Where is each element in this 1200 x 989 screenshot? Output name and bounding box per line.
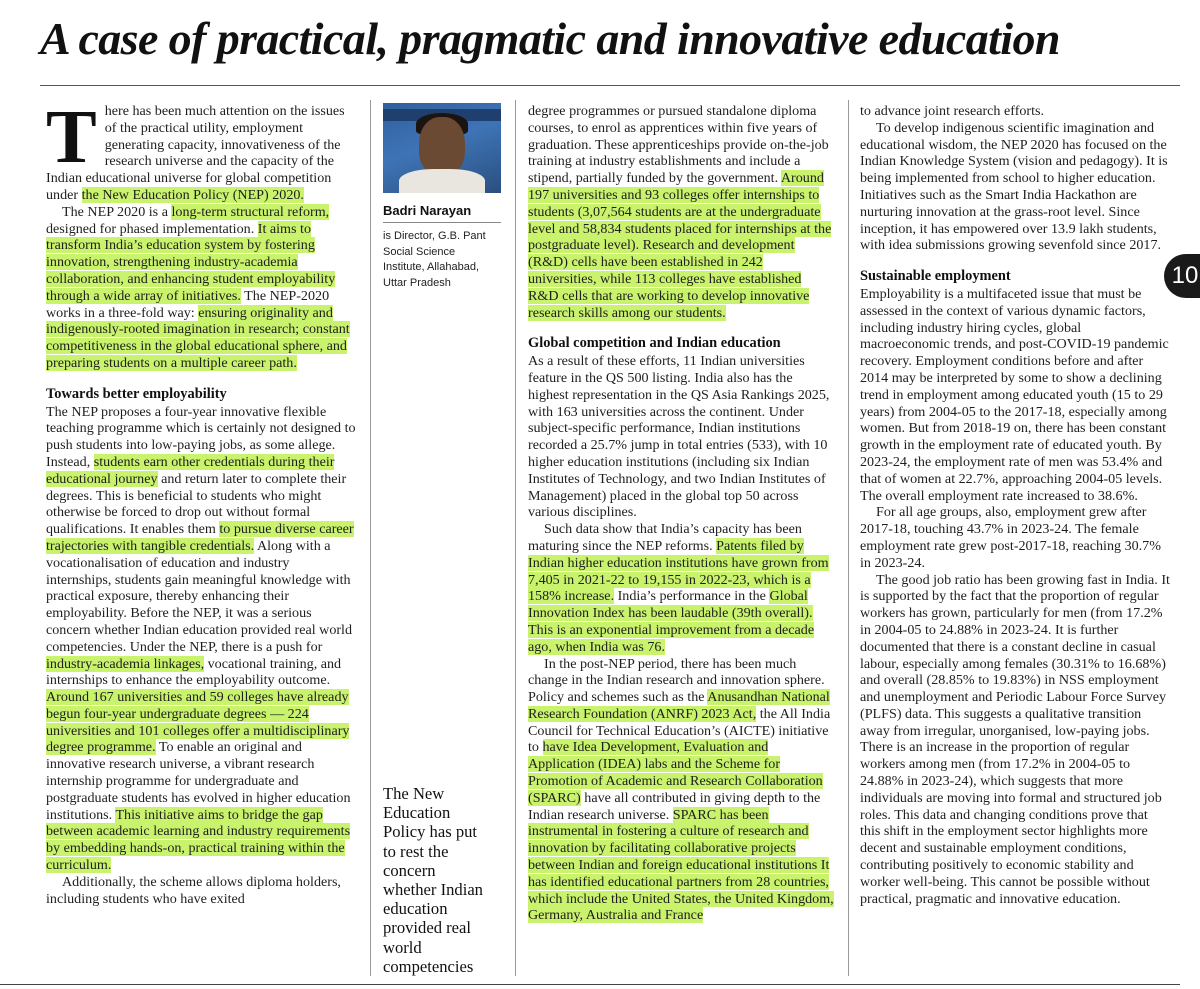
paragraph: Employability is a multifaceted issue that must be assessed in the context of various dynamic factors, including industry hiring cycles, global macroeconomic trends, and post-COVID-19 pandemic recovery. Employment conditions before and after 2014 may be interpreted by some to show a declining trend in employment among educated youth (15 to 29 years) from 2004-05 to the 2017-18, especially among women. But from 2018-19 on, there has been constant growth in the employment rate of educated youth. By 2023-24, the employment rate of men was 53.4% and that of women at 22.7%, approaching 2004-05 levels. The overall employment rate increased to 38.6%. bbox=[860, 285, 1169, 504]
column-divider bbox=[848, 100, 849, 976]
highlight: This initiative aims to bridge the gap between academic learning and industry requirements by embedding hands-on, practical training within the curriculum. bbox=[46, 806, 351, 874]
article-column-4 bbox=[860, 103, 1170, 976]
author-name: Badri Narayan bbox=[383, 203, 472, 218]
byline-rule bbox=[383, 222, 501, 223]
article-column-3 bbox=[528, 103, 834, 976]
highlight: Around 197 universities and 93 colleges offer internships to students (3,07,564 students are at the undergraduate level and 58,834 students placed for internships at the postgraduate level). Research and development (R&D) cells have been established in 242 universities, while 113 colleges have established R&D cells that are working to develop innovative research skills among our students. bbox=[528, 170, 832, 321]
highlight: Patents filed by Indian higher education institutions have grown from 7,405 in 2021-22 to 19,155 in 2022-23, which is a 158% increase. bbox=[528, 537, 829, 605]
highlight: Anusandhan National Research Foundation (ANRF) 2023 Act, bbox=[528, 689, 830, 722]
pull-quote: The New Education Policy has put to rest the concern whether Indian education provided real world competencies bbox=[383, 784, 483, 976]
paragraph: degree programmes or pursued standalone diploma courses, to enrol as apprentices within five years of graduation. These apprenticeships provide on-the-job training at industry establishments and include a stipend, partially funded by the government. Around 197 universities and 93 colleges offer internships to students (3,07,564 students are at the undergraduate level and 58,834 students placed for internships at the postgraduate level). Research and development (R&D) cells have been established in 242 universities, while 113 colleges have established R&D cells that are working to develop innovative research skills among our students. bbox=[528, 103, 832, 321]
paragraph: Additionally, the scheme allows diploma holders, including students who have exited bbox=[46, 873, 341, 907]
highlight: industry-academia linkages, bbox=[46, 655, 205, 672]
headline: A case of practical, pragmatic and innovative education bbox=[40, 13, 1060, 64]
highlight: ensuring originality and indigenously-rooted imagination in research; constant competitiveness in the global educational sphere, and preparing students on a multiple career path. bbox=[46, 304, 350, 371]
photo-face bbox=[419, 117, 465, 175]
section-heading: Towards better employability bbox=[46, 385, 227, 402]
paragraph: The good job ratio has been growing fast in India. It is supported by the fact that the proportion of regular workers has grown, particularly for men (from 17.2% in 2004-05 to 24.88% in 2023-24. It is further documented that there is a constant decline in casual labour, especially among females (30.31% to 16.68%) and overall (28.85% to 19.83%) in NSS employment and unemployment and Periodic Labour Force Survey (PLFS) data. This suggests a qualitative transition away from irregular, unorganised, low-paying jobs. There is an increase in the proportion of regular workers among men (from 17.2% in 2004-05 to 24.88% in 2023-24), which suggests that more individuals are moving into formal and structured job roles. This data and changing conditions prove that this shift in the employment sector highlights more decent and sustainable employment conditions, contributing positively to economic stability and worker well-being. This cannot be possible without practical, pragmatic and innovative education. bbox=[860, 571, 1170, 907]
paragraph: To develop indigenous scientific imagination and educational wisdom, the NEP 2020 has focused on the Indian Knowledge System (vision and pedagogy). It is being implemented from school to higher education. Initiatives such as the Smart India Hackathon are nurturing innovation at the grass-root level. Since inception, it has empowered over 13.9 lakh students, with idea submissions growing sevenfold since 2017. bbox=[860, 119, 1168, 254]
paragraph: The NEP 2020 is a long-term structural reform, designed for phased implementation. It aims to transform India’s education system by fostering innovation, strengthening industry-academia collaboration, and enhancing student employability through a wide array of initiatives. The NEP-2020 works in a three-fold way: ensuring originality and indigenously-rooted imagination in research; constant competitiveness in the global educational sphere, and preparing students on a multiple career path. bbox=[46, 203, 350, 371]
section-heading: Sustainable employment bbox=[860, 268, 1011, 285]
section-heading: Global competition and Indian education bbox=[528, 335, 781, 352]
highlight: students earn other credentials during their educational journey bbox=[46, 453, 335, 487]
highlight: Global Innovation Index has been laudable (39th overall). This is an exponential improvement from a decade ago, when India was 76. bbox=[528, 588, 815, 655]
highlight: have Idea Development, Evaluation and Application (IDEA) labs and the Scheme for Promotion of Academic and Research Collaboration (SPARC) bbox=[528, 739, 823, 806]
bottom-rule bbox=[0, 984, 1180, 985]
article-column-1 bbox=[46, 103, 358, 976]
paragraph: to advance joint research efforts. bbox=[860, 103, 1045, 119]
paragraph: The NEP proposes a four-year innovative flexible teaching programme which is certainly not designed to push students into low-paying jobs, as some allege. Instead, students earn other credentials during their educational journey and return later to complete their degrees. This is beneficial to students who might otherwise be forced to drop out without formal qualifications. It enables them to pursue diverse career trajectories with tangible credentials. Along with a vocationalisation of education and industry internships, students gain meaningful knowledge with practical exposure, thereby enhancing their employability. Before the NEP, it was a serious concern whether Indian education provided real world competencies. Under the NEP, there is a push for industry-academia linkages, vocational training, and internships to enhance the employability outcome. Around 167 universities and 59 colleges have already begun four-year undergraduate degrees — 224 universities and 101 colleges offer a multidisciplinary degree programme. To enable an original and innovative research universe, a vibrant research internship programme for undergraduate and postgraduate students has evolved in higher education institutions. This initiative aims to bridge the gap between academic learning and industry requirements by embedding hands-on, practical training within the curriculum. bbox=[46, 403, 356, 874]
paragraph: There has been much attention on the issues of the practical utility, employment generating capacity, innovativeness of the research universe and the capacity of the Indian educational universe for global competition under the New Education Policy (NEP) 2020. bbox=[46, 103, 345, 203]
highlight: SPARC has been instrumental in fostering a culture of research and innovation by facilitating collaborative projects between Indian and foreign educational institutions It has identified educational partners from 28 countries, which include the United States, the United Kingdom, Germany, Australia and France bbox=[528, 806, 834, 924]
highlight: the New Education Policy (NEP) 2020. bbox=[81, 186, 304, 203]
column-divider bbox=[515, 100, 516, 976]
highlight: long-term structural reform, bbox=[171, 203, 330, 220]
author-photo bbox=[383, 103, 501, 193]
page-number-badge: 10 bbox=[1164, 254, 1200, 298]
paragraph: In the post-NEP period, there has been much change in the Indian research and innovation sphere. Policy and schemes such as the Anusandhan National Research Foundation (ANRF) 2023 Act, the All India Council for Technical Education’s (AICTE) initiative to have Idea Development, Evaluation and Application (IDEA) labs and the Scheme for Promotion of Academic and Research Collaboration (SPARC) have all contributed in giving depth to the Indian research universe. SPARC has been instrumental in fostering a culture of research and innovation by facilitating collaborative projects between Indian and foreign educational institutions It has identified educational partners from 28 countries, which include the United States, the United Kingdom, Germany, Australia and France bbox=[528, 655, 834, 924]
column-divider bbox=[370, 100, 371, 976]
paragraph: Such data show that India’s capacity has been maturing since the NEP reforms. Patents filed by Indian higher education institutions have grown from 7,405 in 2021-22 to 19,155 in 2022-23, which is a 158% increase. India’s performance in the Global Innovation Index has been laudable (39th overall). This is an exponential improvement from a decade ago, when India was 76. bbox=[528, 521, 829, 655]
photo-shirt bbox=[399, 169, 485, 193]
author-description: is Director, G.B. Pant Social Science Institute, Allahabad, Uttar Pradesh bbox=[383, 230, 486, 289]
highlight: It aims to transform India’s education system by fostering innovation, strengthening industry-academia collaboration, and enhancing student employability through a wide array of initiatives. bbox=[46, 220, 336, 304]
paragraph: As a result of these efforts, 11 Indian universities feature in the QS 500 listing. India also has the highest representation in the QS Asia Rankings 2025, with 163 universities across the continent. Under subject-specific performance, Indian institutions recorded a 25.7% jump in total entries (533), with 10 higher education institutions (including six Indian Institutes of Technology, and two Indian Institutes of Management) placed in the global top 50 across various disciplines. bbox=[528, 353, 830, 521]
top-rule bbox=[40, 85, 1180, 86]
highlight: to pursue diverse career trajectories with tangible credentials. bbox=[46, 521, 354, 554]
drop-cap: T bbox=[46, 103, 97, 179]
highlight: Around 167 universities and 59 colleges have already begun four-year undergraduate degrees — 224 universities and 101 colleges offer a multidisciplinary degree programme. bbox=[46, 689, 350, 756]
paragraph: For all age groups, also, employment grew after 2017-18, touching 43.7% in 2023-24. The female employment rate grew post-2017-18, reaching 30.7% in 2023-24. bbox=[860, 504, 1161, 571]
